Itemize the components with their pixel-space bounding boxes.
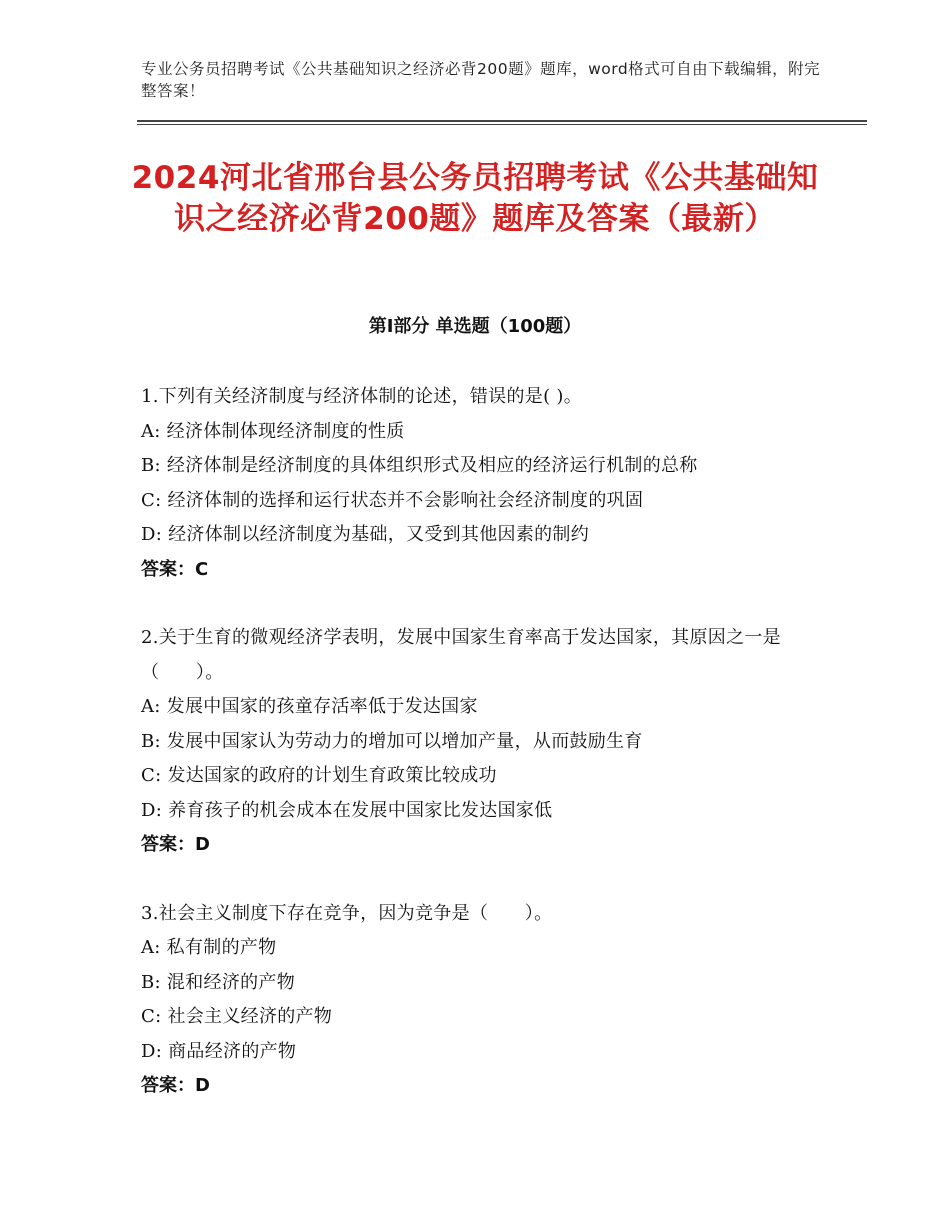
answer-line: 答案：D	[141, 1075, 210, 1096]
option-d: D: 养育孩子的机会成本在发展中国家比发达国家低	[141, 799, 553, 821]
option-d: D: 商品经济的产物	[141, 1040, 297, 1062]
answer-line: 答案：D	[141, 834, 210, 855]
header-divider-thin	[137, 124, 867, 125]
question-3	[141, 897, 811, 1104]
header-note: 专业公务员招聘考试《公共基础知识之经济必背200题》题库，word格式可自由下载编辑，附完整答案！	[141, 60, 821, 100]
answer-line: 答案：C	[141, 558, 209, 580]
option-b: B: 混和经济的产物	[141, 971, 296, 993]
question-2	[141, 621, 811, 863]
option-a: A: 私有制的产物	[141, 937, 277, 958]
question-stem: 2.关于生育的微观经济学表明，发展中国家生育率高于发达国家，其原因之一是（ ）。	[141, 627, 781, 683]
option-a: A: 经济体制体现经济制度的性质	[141, 420, 405, 442]
question-stem: 1.下列有关经济制度与经济体制的论述，错误的是( )。	[141, 386, 583, 407]
option-b: B: 发展中国家认为劳动力的增加可以增加产量，从而鼓励生育	[141, 730, 643, 752]
document-title: 2024河北省邢台县公务员招聘考试《公共基础知识之经济必背200题》题库及答案（最新）	[131, 160, 819, 237]
option-d: D: 经济体制以经济制度为基础，又受到其他因素的制约	[141, 524, 590, 545]
question-list	[141, 380, 811, 1138]
question-stem: 3.社会主义制度下存在竞争，因为竞争是（ ）。	[141, 902, 553, 924]
option-b: B: 经济体制是经济制度的具体组织形式及相应的经济运行机制的总称	[141, 455, 698, 476]
option-a: A: 发展中国家的孩童存活率低于发达国家	[141, 696, 478, 717]
section-title: 第Ⅰ部分 单选题（100题）	[368, 316, 582, 337]
option-c: C: 发达国家的政府的计划生育政策比较成功	[141, 765, 497, 786]
option-c: C: 社会主义经济的产物	[141, 1006, 333, 1027]
header-divider	[137, 120, 867, 125]
header-divider-thick	[137, 120, 867, 122]
option-c: C: 经济体制的选择和运行状态并不会影响社会经济制度的巩固	[141, 489, 644, 511]
question-1	[141, 380, 811, 587]
